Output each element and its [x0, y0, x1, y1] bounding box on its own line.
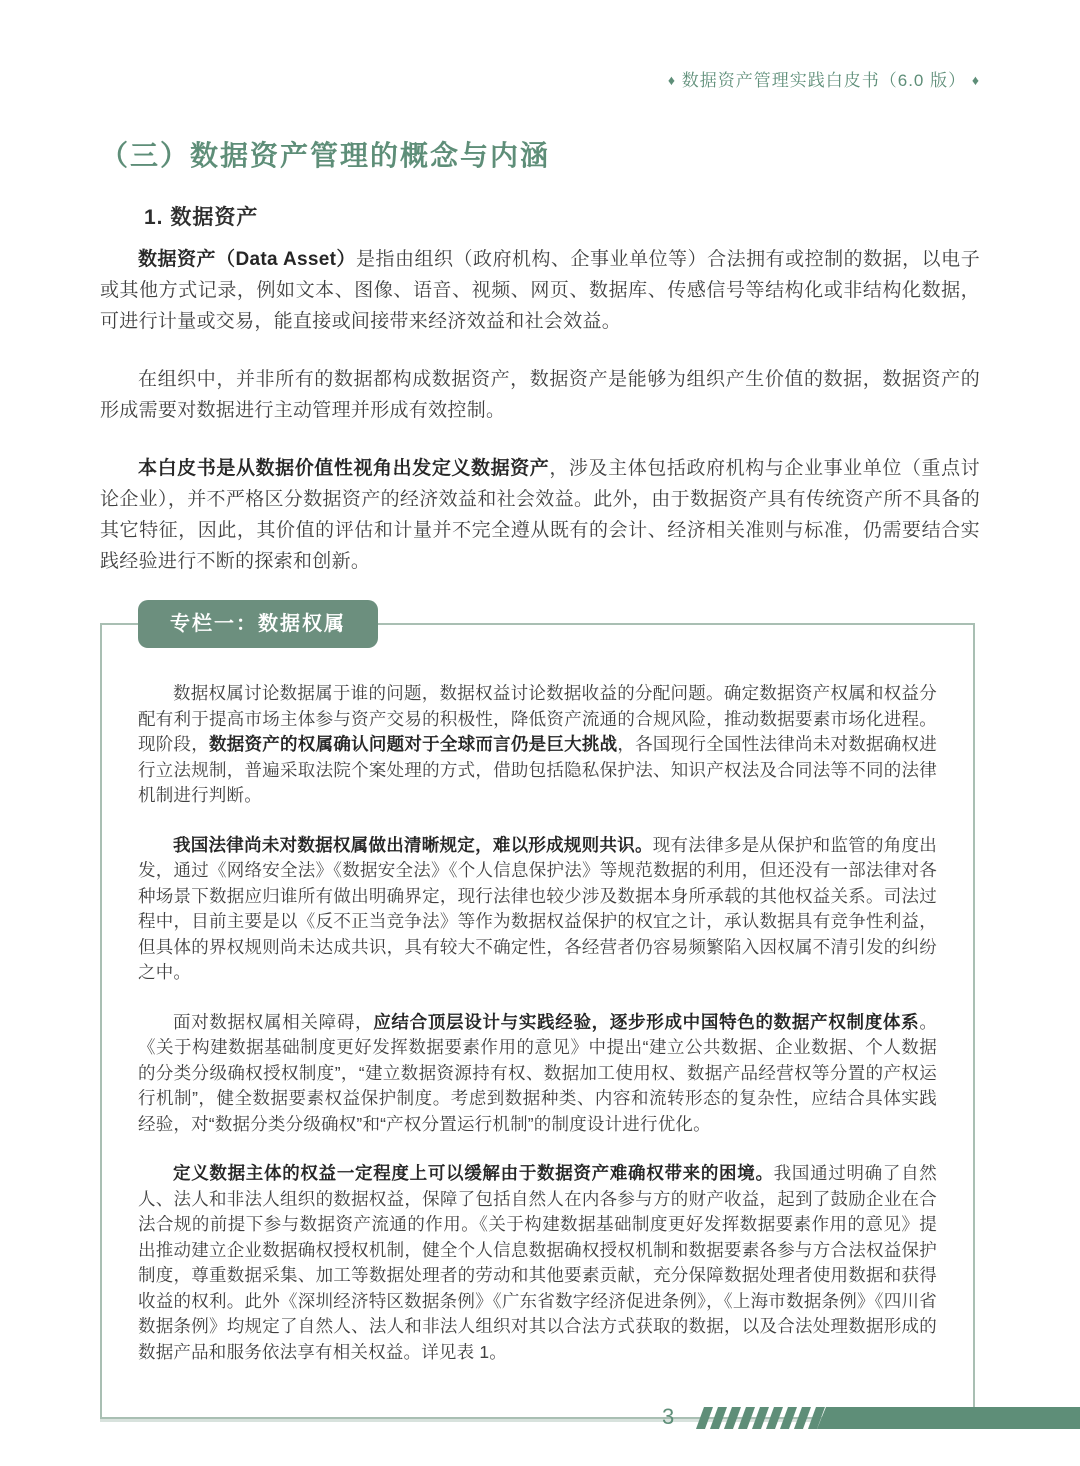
section-title: （三）数据资产管理的概念与内涵: [100, 140, 551, 171]
paragraph-bold-text: 本白皮书是从数据价值性视角出发定义数据资产: [138, 458, 550, 479]
paragraph-text: 现有法律多是从保护和监管的角度出发，通过《网络安全法》《数据安全法》《个人信息保护法》等规范数据的利用，但还没有一部法律对各种场景下数据应归谁所有做出明确界定，现行法律也较少涉及数据本身所承载的其他权益关系。司法过程中，目前主要是以《反不正当竞争法》等作为数据权益保护的权宜之计，承认数据具有竞争性利益，但具体的界权规则尚未达成共识，具有较大不确定性，各经营者仍容易频繁陷入因权属不清引发的纠纷之中。: [138, 834, 937, 982]
subsection-title: 1. 数据资产: [144, 206, 259, 229]
document-body: [100, 0, 980, 1419]
paragraph-bold-text: 数据资产（Data Asset）: [138, 249, 356, 270]
callout-paragraph: [138, 1010, 937, 1138]
paragraph-text: 数据权属讨论数据属于谁的问题，数据权益讨论数据收益的分配问题。确定数据资产权属和权益分配有利于提高市场主体参与资产交易的积极性，降低资产流通的合规风险，推动数据要素市场化进程。现阶段，: [138, 683, 937, 754]
paragraph: [100, 364, 980, 426]
diamond-icon: ♦: [971, 72, 980, 88]
paragraph: [100, 244, 980, 337]
paragraph-text: ，各国现行全国性法律尚未对数据确权进行立法规制，普遍采取法院个案处理的方式，借助包括隐私保护法、知识产权法及合同法等不同的法律机制进行判断。: [138, 734, 937, 805]
callout-label: 专栏一：数据权属: [138, 600, 378, 648]
footer-bar-decoration: [817, 1407, 1080, 1429]
paragraph: [100, 453, 980, 577]
callout-box: [100, 613, 975, 1419]
paragraph-text: 在组织中，并非所有的数据都构成数据资产，数据资产是能够为组织产生价值的数据，数据资产的形成需要对数据进行主动管理并形成有效控制。: [100, 369, 980, 421]
paragraph-bold-text: 应结合顶层设计与实践经验，逐步形成中国特色的数据产权制度体系: [373, 1011, 920, 1032]
paragraph-bold-text: 数据资产的权属确认问题对于全球而言仍是巨大挑战: [209, 734, 618, 754]
callout-paragraph: [138, 1161, 937, 1365]
paragraph-text: 面对数据权属相关障碍，: [173, 1011, 374, 1032]
paragraph-text: ，涉及主体包括政府机构与企业事业单位（重点讨论企业），并不严格区分数据资产的经济效益和社会效益。此外，由于数据资产具有传统资产所不具备的其它特征，因此，其价值的评估和计量并不完全遵从既有的会计、经济相关准则与标准，仍需要结合实践经验进行不断的探索和创新。: [100, 458, 980, 572]
paragraph-text: 我国通过明确了自然人、法人和非法人组织的数据权益，保障了包括自然人在内各参与方的财产收益，起到了鼓励企业在合法合规的前提下参与数据资产流通的作用。《关于构建数据基础制度更好发挥数据要素作用的意见》提出推动建立企业数据确权授权机制，健全个人信息数据确权授权机制和数据要素各参与方合法权益保护制度，尊重数据采集、加工等数据处理者的劳动和其他要素贡献，充分保障数据处理者使用数据和获得收益的权利。此外《深圳经济特区数据条例》《广东省数字经济促进条例》，《上海市数据条例》《四川省数据条例》均规定了自然人、法人和非法人组织对其以合法方式获取的数据，以及合法处理数据形成的数据产品和服务依法享有相关权益。详见表 1。: [138, 1163, 937, 1362]
paragraph-text: 是指由组织（政府机构、企事业单位等）合法拥有或控制的数据，以电子或其他方式记录，例如文本、图像、语音、视频、网页、数据库、传感信号等结构化或非结构化数据，可进行计量或交易，能直接或间接带来经济效益和社会效益。: [100, 249, 980, 332]
callout-paragraph: [138, 833, 937, 986]
paragraph-bold-text: 定义数据主体的权益一定程度上可以缓解由于数据资产难确权带来的困境。: [173, 1163, 774, 1183]
paragraph-bold-text: 我国法律尚未对数据权属做出清晰规定，难以形成规则共识。: [173, 834, 653, 855]
footer-stripes-decoration: [700, 1407, 826, 1429]
paragraph-text: 。《关于构建数据基础制度更好发挥数据要素作用的意见》中提出“建立公共数据、企业数据、个人数据的分类分级确权授权制度”，“建立数据资源持有权、数据加工使用权、数据产品经营权等分置的产权运行机制”，健全数据要素权益保护制度。考虑到数据种类、内容和流转形态的复杂性，应结合具体实践经验，对“数据分类分级确权”和“产权分置运行机制”的制度设计进行优化。: [138, 1011, 938, 1134]
callout-paragraph: [138, 681, 937, 809]
diamond-icon: ♦: [667, 72, 677, 88]
page-number: 3: [662, 1404, 675, 1429]
header-title: 数据资产管理实践白皮书（6.0 版）: [676, 71, 967, 90]
